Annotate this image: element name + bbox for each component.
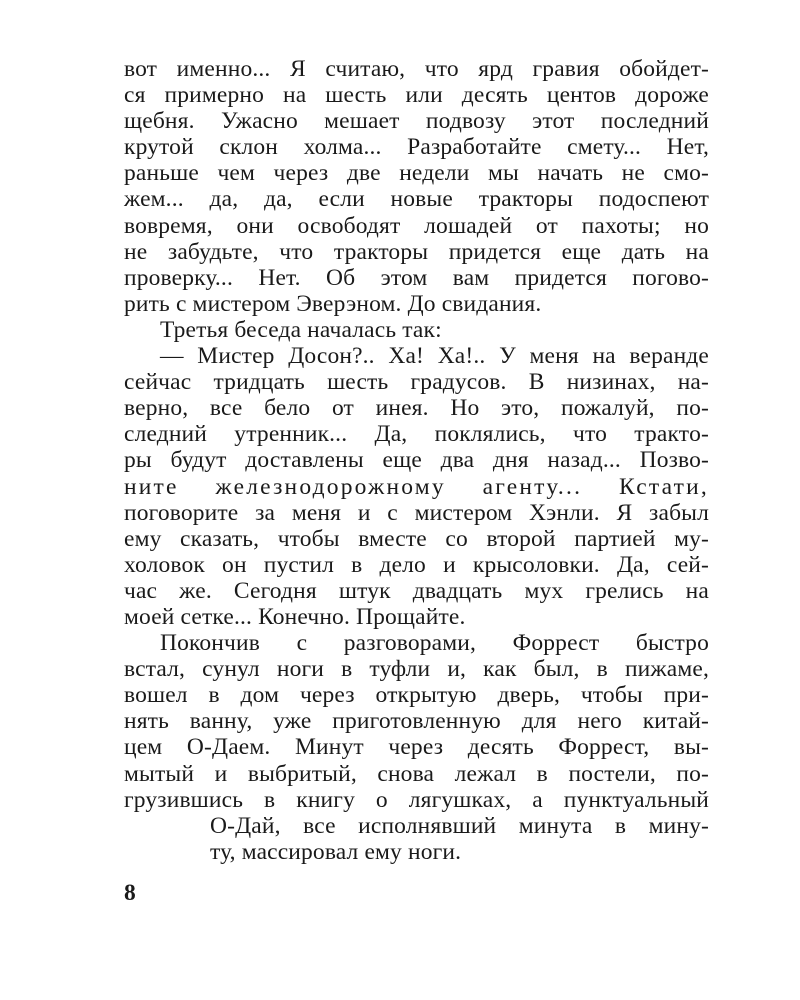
text-line: вовремя, они освободят лошадей от пахоты; но [124, 212, 709, 239]
text-line: ните железнодорожному агенту... Кстати, [124, 473, 709, 500]
text-line: Покончив с разговорами, Форрест быстро [160, 630, 709, 657]
text-line: жем... да, да, если новые тракторы подоспеют [124, 186, 709, 213]
text-line: сейчас тридцать шесть градусов. В низинах, на- [124, 369, 709, 396]
text-line: следний утренник... Да, поклялись, что трактo- [124, 421, 709, 448]
text-line: поговорите за меня и с мистером Хэнли. Я забыл [124, 499, 709, 526]
text-line: Третья беседа началась так: [160, 316, 442, 343]
text-line: О-Дай, все исполнявший минута в мину- [210, 812, 709, 839]
text-line: ры будут доставлены еще два дня назад... Позво- [124, 447, 709, 474]
text-line: час же. Сегодня штук двадцать мух грелись на [124, 577, 709, 604]
text-line: раньше чем через две недели мы начать не смо- [124, 160, 709, 187]
text-line: вот именно... Я считаю, что ярд гравия обойдет- [124, 56, 709, 82]
page-number: 8 [124, 880, 136, 906]
text-line: мытый и выбритый, снова лежал в постели, по- [124, 760, 709, 787]
text-line: ту, массировал ему ноги. [210, 838, 462, 865]
text-line: рить с мистером Эверэном. До свидания. [124, 290, 542, 317]
text-line: — Мистер Досон?.. Ха! Ха!.. У меня на веранде [160, 343, 709, 370]
text-line: моей сетке... Конечно. Прощайте. [124, 603, 466, 630]
text-line: крутой склон холма... Разработайте смету... Нет, [124, 134, 709, 161]
text-line: щебня. Ужасно мешает подвозу этот последний [124, 108, 709, 135]
text-line: цем О-Даем. Минут через десять Форрест, вы- [124, 734, 709, 761]
text-line: нять ванну, уже приготовленную для него китай- [124, 708, 709, 735]
text-line: встал, сунул ноги в туфли и, как был, в пижаме, [124, 656, 709, 683]
text-line: холовок он пустил в дело и крысоловки. Да, сей- [124, 551, 709, 578]
text-line: проверку... Нет. Об этом вам придется погово- [124, 264, 709, 291]
text-line: грузившись в книгу о лягушках, а пунктуальный [124, 786, 709, 813]
text-line: верно, все бело от инея. Но это, пожалуй, по- [124, 395, 709, 422]
text-line: ся примерно на шесть или десять центов дороже [124, 82, 709, 109]
text-line: не забудьте, что тракторы придется еще дать на [124, 238, 709, 265]
text-line: ему сказать, чтобы вместе со второй партией му- [124, 525, 709, 552]
page-body-text [124, 56, 709, 865]
text-line: вошел в дом через открытую дверь, чтобы при- [124, 682, 709, 709]
